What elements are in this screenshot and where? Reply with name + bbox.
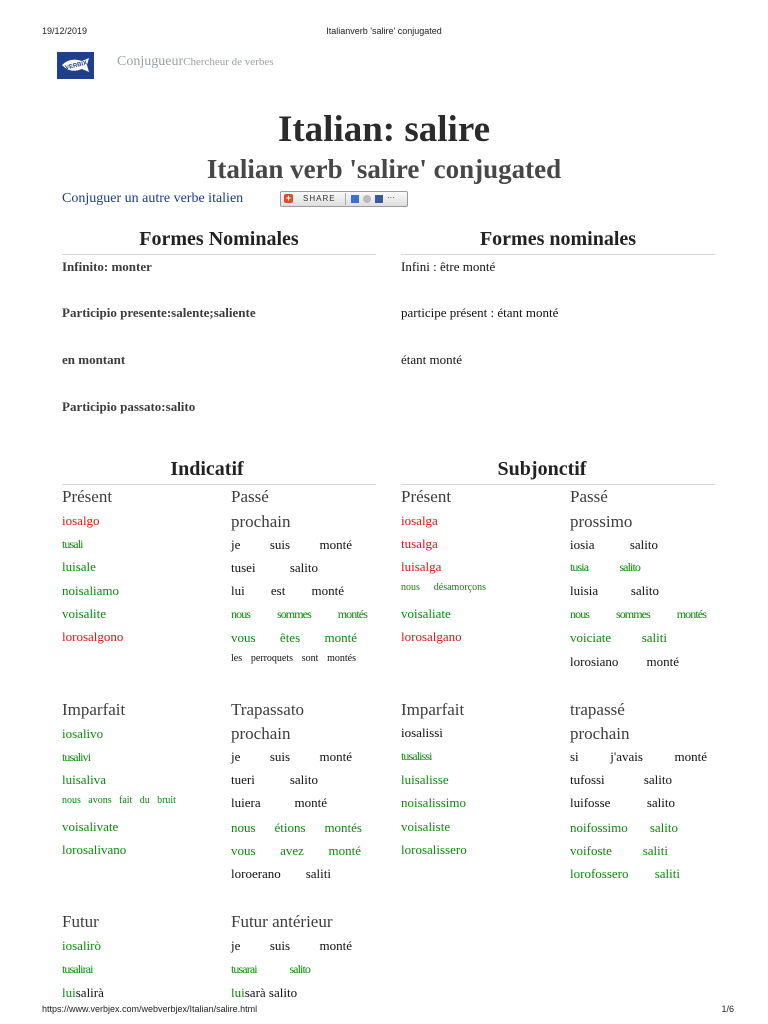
conjugation-line: lorofossero saliti — [570, 866, 680, 881]
conjugation-line: nous sommes montés — [231, 607, 367, 621]
indicatif-imparfait — [62, 700, 212, 870]
tense-label: Imparfait — [401, 700, 465, 719]
conjugation-line: luisia salito — [570, 583, 659, 598]
conjugation-line: iosalissi — [401, 725, 443, 740]
conjugation-line: lorosiano monté — [570, 654, 679, 669]
nav-conjugueur-link[interactable]: Conjugueur — [117, 54, 184, 69]
nominal-title-it: Formes Nominales — [139, 228, 299, 250]
conjugation-line: iosalivo — [62, 726, 104, 741]
nominal-line: Infini : être monté — [401, 259, 496, 274]
share-button[interactable] — [280, 191, 408, 207]
fish-logo-icon — [60, 57, 91, 74]
conjugation-line: vous avez monté — [231, 843, 361, 858]
divider — [401, 254, 715, 255]
conjugation-line: luisalga — [401, 559, 442, 574]
conjugation-line: nous avons fait du bruit — [62, 795, 176, 806]
tense-label: Passé — [231, 487, 269, 506]
tense-label: Futur antérieur — [231, 912, 333, 931]
tense-label: Futur — [62, 912, 99, 931]
conjugation-line: luisarà salito — [231, 985, 298, 1000]
conjugation-line: luiera monté — [231, 795, 327, 810]
tense-label: prochain — [231, 512, 291, 531]
conjugation-line: luisalisse — [401, 772, 449, 787]
tense-label: prochain — [570, 724, 630, 743]
indicatif-section — [62, 458, 376, 488]
conjugation-line: tueri salito — [231, 772, 318, 787]
conjugation-line: lui est monté — [231, 583, 344, 598]
print-header — [0, 26, 768, 40]
conjugation-line: tusarai salito — [231, 962, 310, 976]
conjugation-line: tusia salito — [570, 560, 640, 574]
indicatif-passe — [231, 487, 368, 672]
conjugation-line: nous étions montés — [231, 820, 362, 835]
tense-label: Présent — [62, 487, 113, 506]
conjugation-line: je suis monté — [231, 537, 352, 552]
conjugation-line: tusalga — [401, 536, 438, 551]
conjugation-line: noisalissimo — [401, 795, 467, 810]
conjugation-line: noifossimo salito — [570, 820, 678, 835]
conjugate-other-verb-link[interactable]: Conjuguer un autre verbe italien — [62, 191, 244, 206]
conjugation-line: tusei salito — [231, 560, 318, 575]
print-footer — [0, 1004, 768, 1018]
print-url: https://www.verbjex.com/webverbjex/Italian/salire.html — [42, 1004, 258, 1014]
conjugation-line: tusalirai — [62, 962, 93, 976]
conjugation-line: iosalga — [401, 513, 438, 528]
divider — [401, 484, 715, 485]
nominal-line: participe présent : étant monté — [401, 305, 559, 320]
conjugation-line: noisaliamo — [62, 583, 120, 598]
nominal-line: Participio presente:salente;saliente — [62, 305, 256, 320]
verbix-logo[interactable] — [57, 52, 94, 79]
page-subtitle: Italian verb 'salire' conjugated — [206, 154, 562, 184]
conjugation-line: nous sommes montés — [570, 607, 706, 621]
print-doc-title: Italianverb 'salire' conjugated — [326, 26, 442, 36]
indicatif-title: Indicatif — [170, 458, 244, 480]
tense-label: Trapassato — [231, 700, 305, 719]
plus-icon: + — [285, 193, 292, 203]
print-date: 19/12/2019 — [42, 26, 88, 36]
tense-label: Passé — [570, 487, 608, 506]
conjugation-line: iosalirò — [62, 938, 101, 953]
conjugation-line: luisaliva — [62, 772, 107, 787]
subjonctif-section — [401, 458, 715, 488]
conjugation-line: je suis monté — [231, 938, 352, 953]
conjugation-line: luisale — [62, 559, 96, 574]
conjugation-line: loroerano saliti — [231, 866, 331, 881]
indicatif-trapassato — [231, 700, 368, 885]
subjonctif-trapasse — [570, 700, 715, 885]
more-icon: ··· — [387, 193, 395, 202]
page-title: Italian: salire — [277, 109, 491, 150]
nominal-line: en montant — [62, 352, 126, 367]
tense-label: Imparfait — [62, 700, 126, 719]
svg-text:VERBIX: VERBIX — [64, 60, 88, 72]
print-page-number: 1/6 — [721, 1004, 734, 1014]
conjugation-line: voiciate saliti — [570, 630, 667, 645]
conjugation-line: voisalite — [62, 606, 107, 621]
tense-label: prossimo — [570, 512, 633, 531]
nominal-section-it — [62, 228, 376, 258]
indicatif-futur — [62, 912, 212, 1004]
conjugation-line: nous désamorçons — [401, 582, 486, 593]
share-divider — [345, 193, 346, 205]
subjonctif-present — [401, 487, 551, 657]
conjugation-line: voisaliste — [401, 819, 451, 834]
nominal-line: étant monté — [401, 352, 463, 367]
delicious-icon — [351, 195, 359, 203]
conjugation-line: voifoste saliti — [570, 843, 668, 858]
conjugation-line: luifosse salito — [570, 795, 675, 810]
conjugation-line: vous êtes monté — [231, 630, 357, 645]
conjugation-line: lorosalissero — [401, 842, 467, 857]
divider — [62, 254, 376, 255]
nominal-line: Participio passato:salito — [62, 399, 196, 414]
indicatif-futur-anterieur — [231, 912, 368, 1004]
tense-label: trapassé — [570, 700, 625, 719]
conjugation-line: si j'avais monté — [570, 749, 707, 764]
conjugation-line: tusalivi — [62, 750, 91, 764]
conjugation-line: les perroquets sont montés — [231, 653, 356, 664]
divider — [62, 484, 376, 485]
nominal-line: Infinito: monter — [62, 259, 152, 274]
conjugation-line: iosia salito — [570, 537, 658, 552]
nav-verb-finder-link[interactable]: Chercheur de verbes — [183, 56, 274, 68]
nominal-title-fr: Formes nominales — [479, 228, 637, 250]
digg-icon — [363, 195, 371, 203]
indicatif-present — [62, 487, 212, 657]
conjugation-line: tusalissi — [401, 749, 432, 763]
share-label: SHARE — [303, 194, 336, 203]
conjugation-line: iosalgo — [62, 513, 100, 528]
site-nav — [117, 54, 274, 70]
tense-label: prochain — [231, 724, 291, 743]
conjugation-line: voisaliate — [401, 606, 451, 621]
conjugation-line: lorosalgano — [401, 629, 462, 644]
conjugation-line: voisalivate — [62, 819, 119, 834]
tense-label: Présent — [401, 487, 452, 506]
subjonctif-passe — [570, 487, 715, 672]
subjonctif-imparfait — [401, 700, 551, 870]
conjugation-line: lorosalgono — [62, 629, 124, 644]
conjugation-line: tufossi salito — [570, 772, 672, 787]
subjonctif-title: Subjonctif — [497, 458, 587, 480]
conjugation-line: je suis monté — [231, 749, 352, 764]
nominal-section-fr — [401, 228, 715, 258]
conjugation-line: tusali — [62, 537, 83, 551]
facebook-icon — [375, 195, 383, 203]
conjugation-line: lorosalivano — [62, 842, 127, 857]
conjugation-line: luisalirà — [62, 985, 104, 1000]
